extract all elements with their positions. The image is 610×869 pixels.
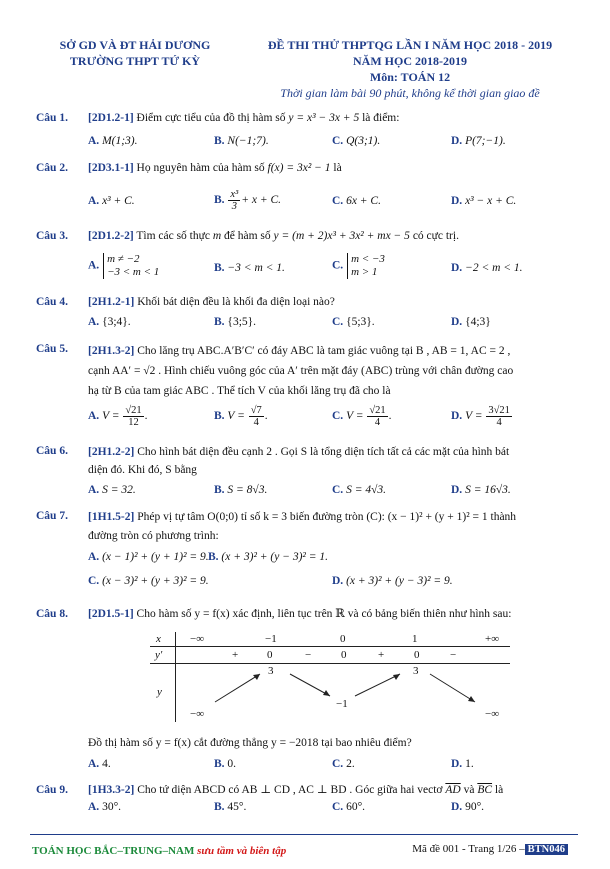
yprime-label: y′ <box>155 649 163 661</box>
option-b[interactable]: B. V = $\frac{√7}{4}$ . <box>214 405 268 428</box>
options <box>88 133 576 150</box>
question-5: Câu 5. [2H1.3-2] Cho lăng trụ ABC.A′B′C′ có đáy ABC là tam giác vuông tại B , AB = 1, AC = 2 , cạnh AA′ = √2 . Hình chiếu vuông góc của A′ trên mặt đáy (ABC) trùng với chân đường cao hạ từ B của tam giác ABC . Thể tích V của khối lăng trụ đã cho là A. V = $\frac{√21}{12}$ . B. V = $\frac{√7}{4}$ . C. V = $\frac{√21}{4}$ . D. V = $\frac{3√21}{4}$ <box>36 341 576 433</box>
x-label: x <box>156 633 161 645</box>
question-9: Câu 9. [1H3.3-2] Cho tứ diện ABCD có AB ⊥ CD , AC ⊥ BD . Góc giữa hai vectơ $\overline{AD}$ và $\overline{BC}$ là A. 30°. B. 45°. C. 60°. D. 90°. <box>36 782 576 816</box>
sign: + <box>232 649 239 661</box>
option-d[interactable]: D. (x + 3)² + (y − 3)² = 9. <box>332 575 453 587</box>
options <box>88 405 576 433</box>
question-7: Câu 7. [1H1.5-2] Phép vị tự tâm O(0;0) tỉ số k = 3 biến đường tròn (C): (x − 1)² + (y + 1)² = 1 thành đường tròn có phương trình: A. (x − 1)² + (y + 1)² = 9. B. (x + 3)² + (y − 3)² = 1. C. (x − 3)² + (y + 3)² = 9. D. (x + 3)² + (y − 3)² = 9. <box>36 508 576 590</box>
variation-table <box>150 632 510 722</box>
sign: + <box>378 649 385 661</box>
question-6: Câu 6. [2H1.2-2] Cho hình bát diện đều cạnh 2 . Gọi S là tổng diện tích tất cả các mặt của hình bát diện đó. Khi đó, S bằng A. S = 32. B. S = 8√3. C. S = 4√3. D. S = 16√3. <box>36 443 576 499</box>
option-a[interactable]: A. (x − 1)² + (y + 1)² = 9. <box>88 551 209 563</box>
option-b[interactable]: B. S = 8√3. <box>214 484 268 496</box>
question-2: Câu 2. [2D3.1-1] Họ nguyên hàm của hàm số f(x) = 3x² − 1 là A. x³ + C. B. $\frac{\text{x³}}{3}$ + x + C. C. 6x + C. D. x³ − x + C. <box>36 160 576 213</box>
option-a[interactable]: A. 4. <box>88 758 111 770</box>
question-8: Câu 8. [2D1.5-1] Cho hàm số y = f(x) xác định, liên tục trên ℝ và có bảng biến thiên như hình sau: <box>36 606 576 623</box>
header-left <box>40 37 230 69</box>
option-a[interactable]: A. S = 32. <box>88 484 136 496</box>
x-value: −1 <box>265 633 277 645</box>
option-a[interactable]: A. V = $\frac{√21}{12}$ . <box>88 405 148 428</box>
y-value: −1 <box>336 698 348 710</box>
question-number: Câu 9. <box>36 784 68 796</box>
option-c[interactable]: C. (x − 3)² + (y + 3)² = 9. <box>88 575 209 587</box>
header-right <box>245 37 575 101</box>
option-d[interactable]: D. −2 < m < 1. <box>451 262 523 274</box>
sign: 0 <box>267 649 273 661</box>
option-b[interactable]: B. $\frac{\text{x³}}{3}$ + x + C. <box>214 189 282 212</box>
y-value: −∞ <box>485 708 500 720</box>
options <box>88 189 576 213</box>
options <box>88 482 576 499</box>
sign: 0 <box>414 649 420 661</box>
sign: − <box>305 649 312 661</box>
department-name: SỞ GD VÀ ĐT HẢI DƯƠNG <box>59 38 211 52</box>
options <box>88 756 576 773</box>
question-number: Câu 6. <box>36 445 68 457</box>
x-value: 1 <box>412 633 418 645</box>
option-d[interactable]: D. {4;3} <box>451 316 491 328</box>
footer-page: Mã đề 001 - Trang 1/26 – BTN046 <box>412 843 568 855</box>
option-d[interactable]: D. V = $\frac{3√21}{4}$ <box>451 405 510 428</box>
sign: 0 <box>341 649 347 661</box>
subject: Môn: TOÁN 12 <box>369 70 451 84</box>
option-c[interactable]: C. 2. <box>332 758 355 770</box>
school-name: TRƯỜNG THPT TỨ KỲ <box>69 54 201 68</box>
exam-title: ĐỀ THI THỬ THPTQG LẦN I NĂM HỌC 2018 - 2019 <box>267 38 553 52</box>
y-value: 3 <box>268 665 274 677</box>
question-tail: là điểm: <box>362 112 400 124</box>
school-year: NĂM HỌC 2018-2019 <box>353 54 467 68</box>
option-b[interactable]: B. −3 < m < 1. <box>214 262 285 274</box>
options <box>88 253 576 283</box>
option-c[interactable]: C. Q(3;1). <box>332 135 381 147</box>
y-value: 3 <box>413 665 419 677</box>
option-d[interactable]: D. 1. <box>451 758 474 770</box>
option-c[interactable]: C. m < −3 m > 1 <box>332 253 385 278</box>
option-d[interactable]: D. x³ − x + C. <box>451 195 517 207</box>
footer-brand: TOÁN HỌC BẮC–TRUNG–NAM sưu tầm và biên tập <box>32 845 287 857</box>
option-a[interactable]: A. x³ + C. <box>88 195 135 207</box>
option-c[interactable]: C. S = 4√3. <box>332 484 387 496</box>
options <box>88 799 576 816</box>
question-number: Câu 4. <box>36 296 68 308</box>
question-8-ask: Đồ thị hàm số y = f(x) cắt đường thẳng y = −2018 tại bao nhiêu điểm? A. 4. B. 0. C. 2. D. 1. <box>36 735 576 773</box>
exam-code-badge: BTN046 <box>525 844 568 855</box>
question-number: Câu 3. <box>36 230 68 242</box>
question-text: Điểm cực tiểu của đồ thị hàm số <box>136 112 286 124</box>
option-a[interactable]: A. 30°. <box>88 801 122 813</box>
sign: − <box>450 649 457 661</box>
option-c[interactable]: C. 6x + C. <box>332 195 381 207</box>
question-number: Câu 7. <box>36 510 68 522</box>
y-label: y <box>157 686 162 698</box>
option-c[interactable]: C. 60°. <box>332 801 366 813</box>
question-number: Câu 1. <box>36 112 68 124</box>
options-row-2 <box>88 573 576 590</box>
options-row-1 <box>88 549 576 566</box>
option-c[interactable]: C. {5;3}. <box>332 316 375 328</box>
x-value: −∞ <box>190 633 205 645</box>
footer-divider <box>30 834 578 835</box>
option-d[interactable]: D. S = 16√3. <box>451 484 511 496</box>
question-tag: [2D1.2-1] <box>88 112 134 124</box>
option-b[interactable]: B. 45°. <box>214 801 247 813</box>
option-b[interactable]: B. N(−1;7). <box>214 135 269 147</box>
x-value: 0 <box>340 633 346 645</box>
question-number: Câu 5. <box>36 343 68 355</box>
question-3: Câu 3. [2D1.2-2] Tìm các số thực m để hàm số y = (m + 2)x³ + 3x² + mx − 5 có cực trị. A. m ≠ −2 −3 < m < 1 B. −3 < m < 1. C. m < −3 m > 1 D. −2 < m < 1. <box>36 228 576 283</box>
option-d[interactable]: D. 90°. <box>451 801 485 813</box>
question-number: Câu 8. <box>36 608 68 620</box>
option-b[interactable]: B. 0. <box>214 758 237 770</box>
time-note: Thời gian làm bài 90 phút, không kể thời gian giao đề <box>280 86 540 100</box>
question-4: Câu 4. [2H1.2-1] Khối bát diện đều là khối đa diện loại nào? A. {3;4}. B. {3;5}. C. {5;3}. D. {4;3} <box>36 294 576 331</box>
option-d[interactable]: D. P(7;−1). <box>451 135 506 147</box>
option-c[interactable]: C. V = $\frac{√21}{4}$ . <box>332 405 392 428</box>
x-value: +∞ <box>485 633 500 645</box>
option-a[interactable]: A. M(1;3). <box>88 135 138 147</box>
option-a[interactable]: A. {3;4}. <box>88 316 131 328</box>
option-b[interactable]: B. (x + 3)² + (y − 3)² = 1. <box>208 551 329 563</box>
question-1 <box>36 110 576 150</box>
question-number: Câu 2. <box>36 162 68 174</box>
function-expr: y = x³ − 3x + 5 <box>288 112 360 124</box>
options <box>88 314 576 331</box>
option-b[interactable]: B. {3;5}. <box>214 316 257 328</box>
y-value: −∞ <box>190 708 205 720</box>
option-a[interactable]: A. m ≠ −2 −3 < m < 1 <box>88 253 160 278</box>
